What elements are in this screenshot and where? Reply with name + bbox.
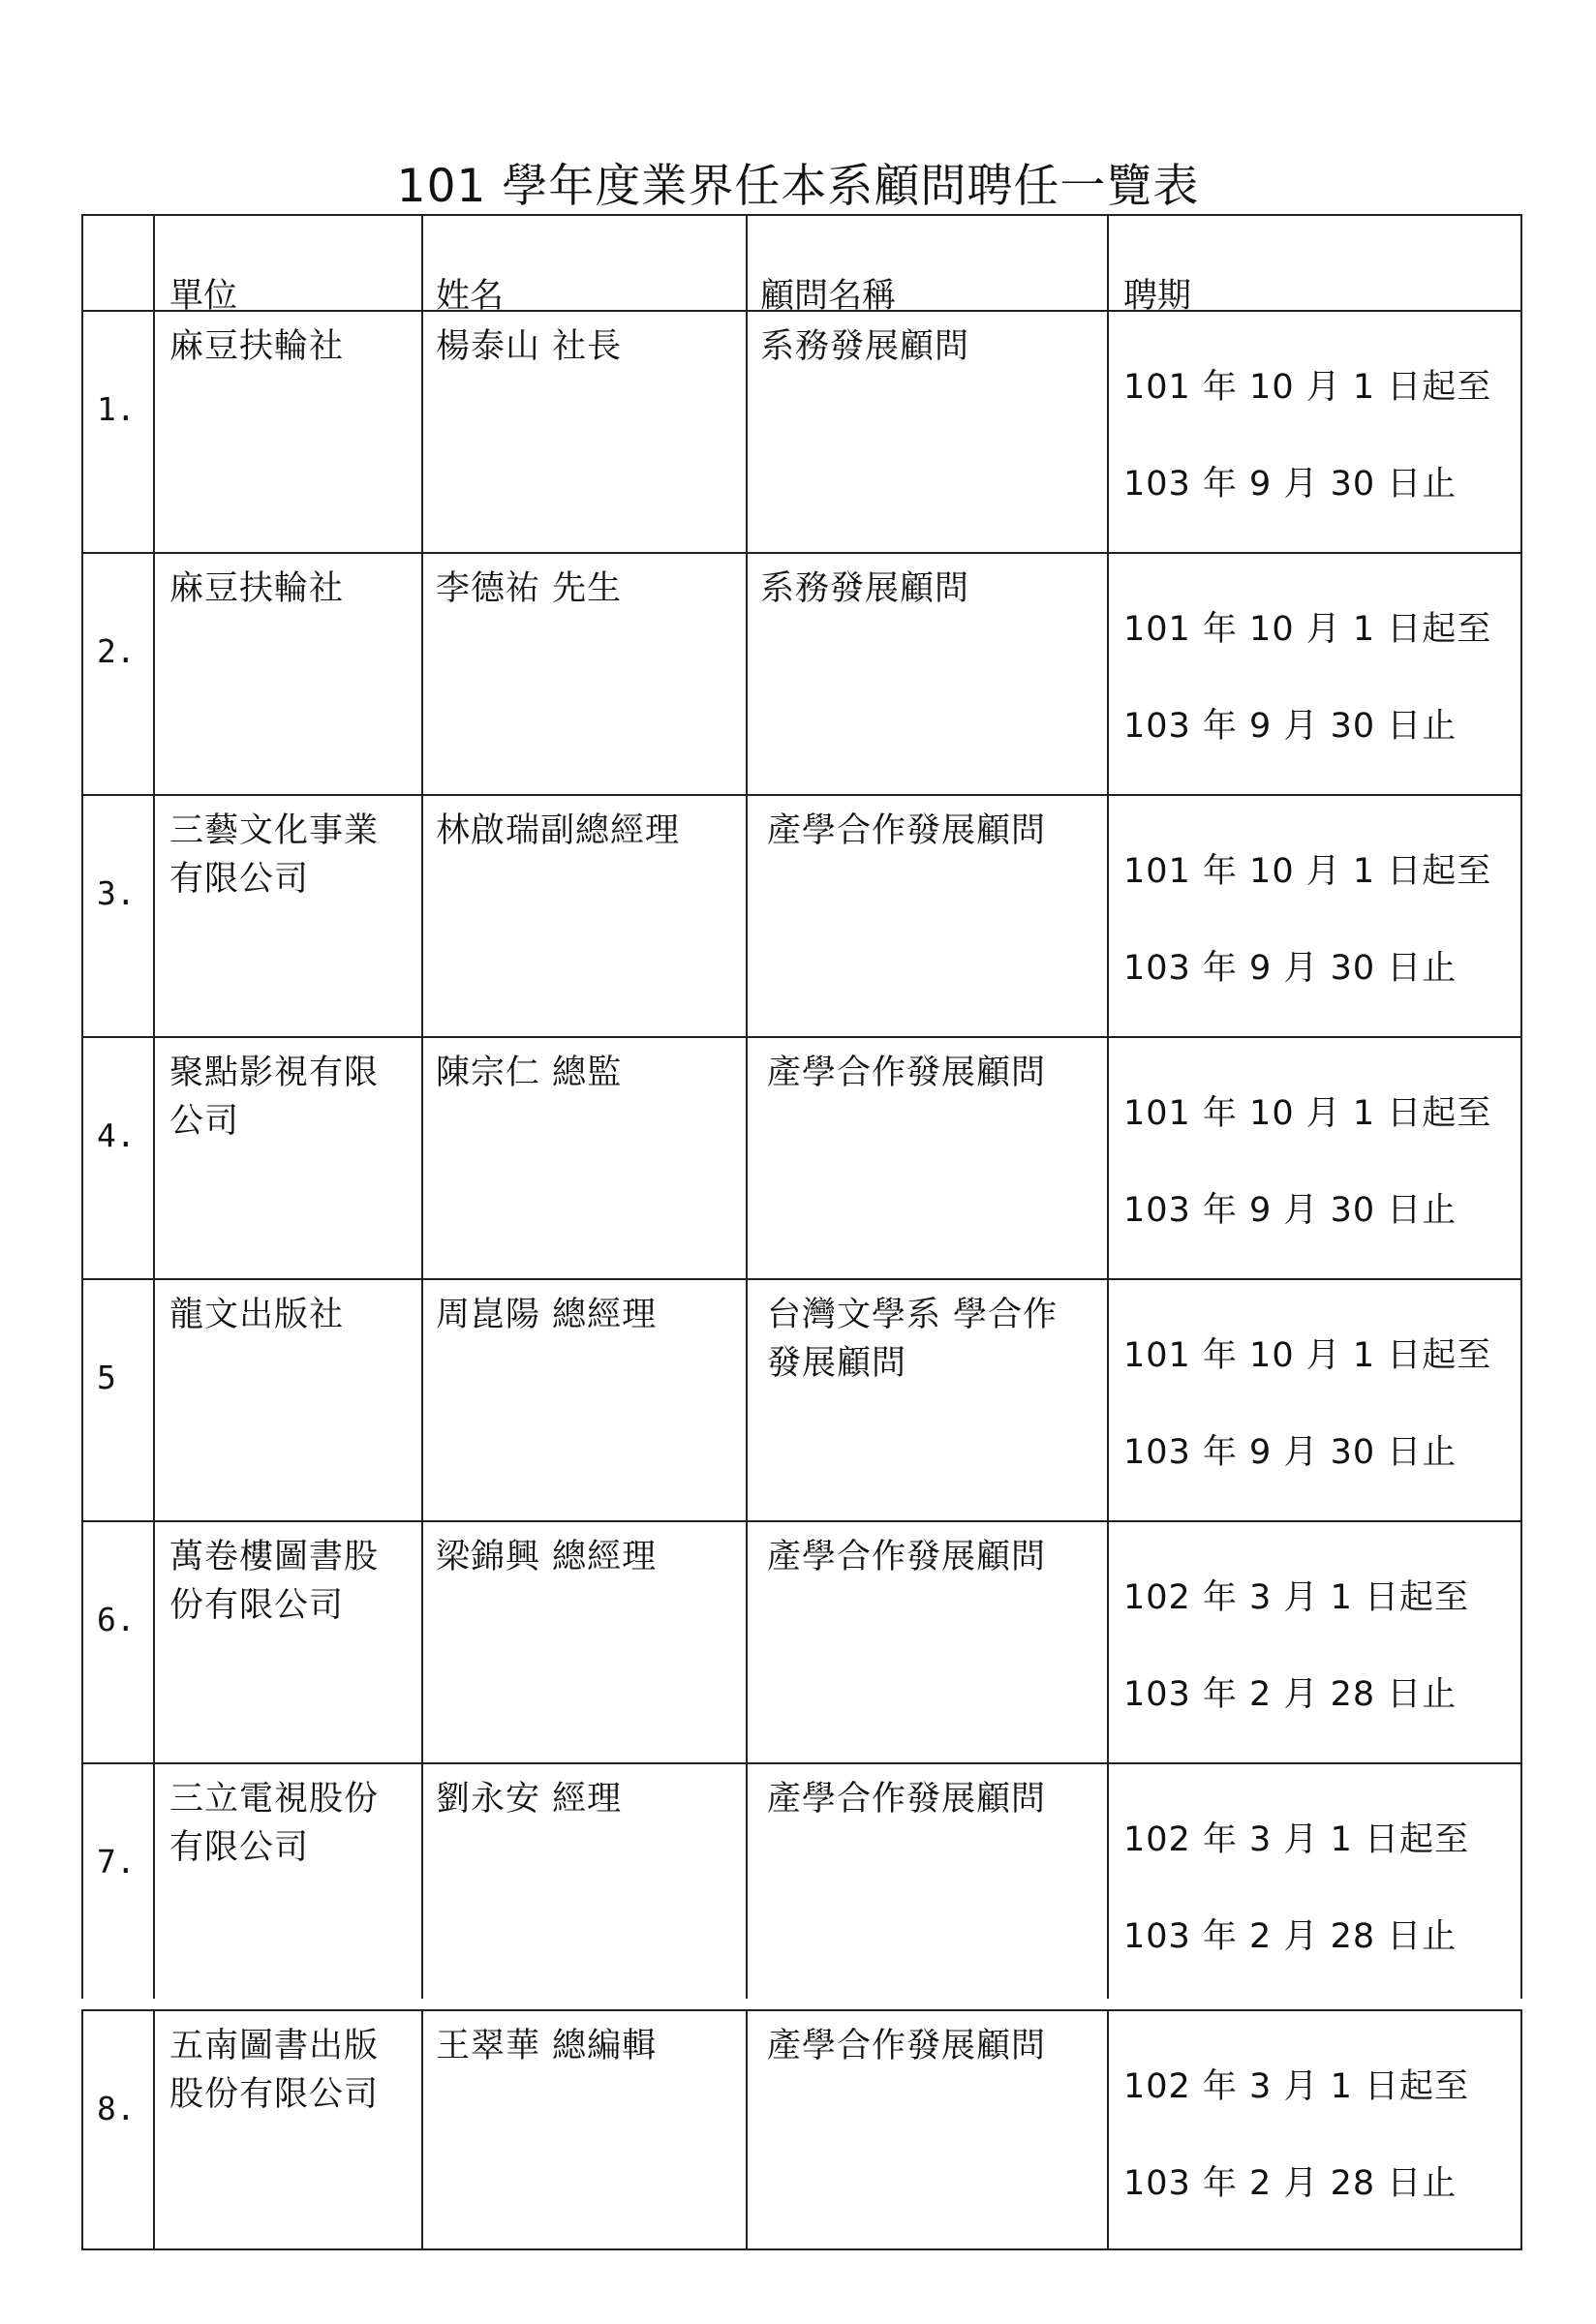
term-start: 101 年 10 月 1 日起至	[1123, 1336, 1492, 1375]
table-column-rule	[746, 214, 748, 1999]
row-number: 4.	[97, 1116, 136, 1154]
table-column-rule	[1107, 214, 1109, 1999]
name-cell: 林啟瑞副總經理	[436, 811, 681, 850]
table-rule	[81, 2248, 1522, 2250]
term-end: 103 年 2 月 28 日止	[1123, 1675, 1458, 1714]
advisor-title-cell: 產學合作發展顧問	[767, 1538, 1047, 1576]
unit-cell: 五南圖書出版 股份有限公司	[169, 2027, 380, 2114]
unit-cell: 麻豆扶輪社	[169, 569, 345, 608]
table-rule	[81, 214, 1522, 216]
table-rule	[81, 1762, 1522, 1764]
table-column-rule	[1107, 2009, 1109, 2250]
table-rule	[81, 794, 1522, 796]
advisor-title-cell: 系務發展顧問	[760, 327, 970, 366]
term-end: 103 年 9 月 30 日止	[1123, 707, 1458, 746]
advisor-title-cell: 產學合作發展顧問	[767, 811, 1047, 850]
table-column-rule	[81, 2009, 83, 2250]
row-number: 1.	[97, 390, 136, 428]
unit-cell: 三立電視股份 有限公司	[169, 1780, 380, 1867]
column-header: 姓名	[436, 277, 505, 316]
row-number: 3.	[97, 874, 136, 912]
term-start: 102 年 3 月 1 日起至	[1123, 2067, 1469, 2106]
term-start: 102 年 3 月 1 日起至	[1123, 1578, 1469, 1617]
term-start: 101 年 10 月 1 日起至	[1123, 368, 1492, 407]
name-cell: 王翠華 總編輯	[436, 2027, 658, 2065]
term-end: 103 年 9 月 30 日止	[1123, 1433, 1458, 1472]
column-header: 聘期	[1123, 277, 1192, 316]
unit-cell: 萬卷樓圖書股 份有限公司	[169, 1538, 380, 1625]
term-end: 103 年 9 月 30 日止	[1123, 465, 1458, 504]
term-start: 101 年 10 月 1 日起至	[1123, 852, 1492, 891]
term-end: 103 年 9 月 30 日止	[1123, 1191, 1458, 1230]
advisor-title-cell: 產學合作發展顧問	[767, 1780, 1047, 1819]
table-rule	[81, 1036, 1522, 1038]
table-column-rule	[153, 214, 155, 1999]
term-start: 102 年 3 月 1 日起至	[1123, 1820, 1469, 1859]
row-number: 8.	[97, 2090, 136, 2127]
name-cell: 李德祐 先生	[436, 569, 623, 608]
term-end: 103 年 9 月 30 日止	[1123, 949, 1458, 988]
table-rule	[81, 1278, 1522, 1280]
row-number: 7.	[97, 1843, 136, 1881]
column-header: 顧問名稱	[760, 277, 897, 316]
name-cell: 梁錦興 總經理	[436, 1538, 658, 1576]
table-column-rule	[153, 2009, 155, 2250]
table-column-rule	[81, 214, 83, 1999]
table-rule	[81, 552, 1522, 554]
table-rule	[81, 2009, 1522, 2011]
unit-cell: 麻豆扶輪社	[169, 327, 345, 366]
term-end: 103 年 2 月 28 日止	[1123, 1917, 1458, 1956]
term-start: 101 年 10 月 1 日起至	[1123, 610, 1492, 649]
table-column-rule	[421, 2009, 423, 2250]
advisor-title-cell: 產學合作發展顧問	[767, 1054, 1047, 1092]
name-cell: 楊泰山 社長	[436, 327, 623, 366]
table-rule	[81, 1520, 1522, 1522]
name-cell: 劉永安 經理	[436, 1780, 623, 1819]
advisor-title-cell: 產學合作發展顧問	[767, 2027, 1047, 2065]
row-number: 6.	[97, 1601, 136, 1638]
unit-cell: 三藝文化事業 有限公司	[169, 811, 380, 899]
table-column-rule	[421, 214, 423, 1999]
column-header: 單位	[169, 277, 238, 316]
row-number: 5	[97, 1359, 116, 1396]
name-cell: 周崑陽 總經理	[436, 1296, 658, 1334]
term-start: 101 年 10 月 1 日起至	[1123, 1094, 1492, 1133]
term-end: 103 年 2 月 28 日止	[1123, 2164, 1458, 2203]
table-column-rule	[1520, 2009, 1522, 2250]
name-cell: 陳宗仁 總監	[436, 1054, 623, 1092]
advisor-title-cell: 台灣文學系 學合作 發展顧問	[767, 1296, 1059, 1383]
unit-cell: 聚點影視有限 公司	[169, 1054, 380, 1141]
table-column-rule	[1520, 214, 1522, 1999]
page-title: 101 學年度業界任本系顧問聘任一覽表	[396, 160, 1200, 213]
advisor-title-cell: 系務發展顧問	[760, 569, 970, 608]
table-column-rule	[746, 2009, 748, 2250]
row-number: 2.	[97, 632, 136, 670]
unit-cell: 龍文出版社	[169, 1296, 345, 1334]
